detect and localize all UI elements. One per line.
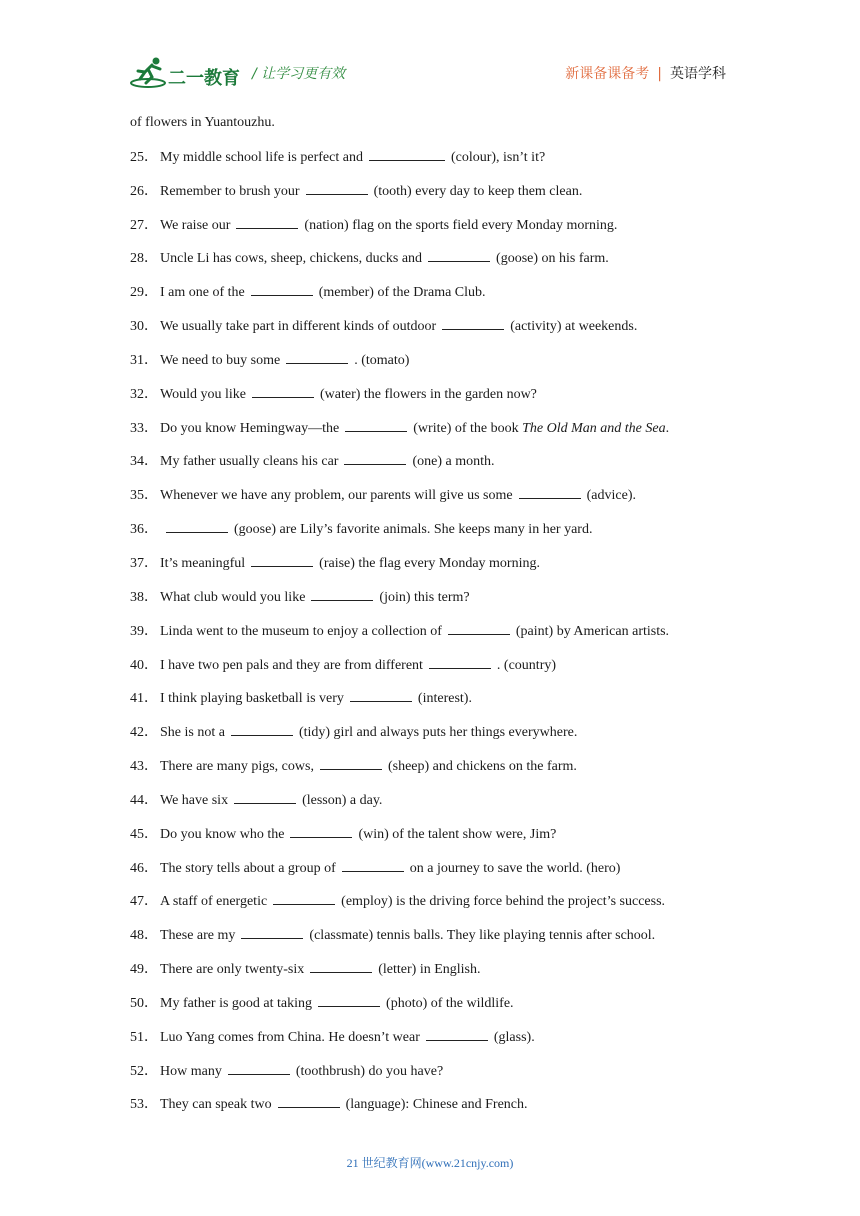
- exercise-line: [130, 790, 740, 824]
- answer-blank[interactable]: [236, 215, 298, 229]
- exercise-line: [130, 451, 740, 485]
- question-text: She is not a: [160, 725, 225, 741]
- question-hint: (photo) of the wildlife.: [386, 995, 514, 1011]
- question-number: 46．: [130, 860, 158, 876]
- exercise-line: [130, 858, 740, 892]
- answer-blank[interactable]: [448, 621, 510, 635]
- question-number: 37．: [130, 555, 158, 571]
- question-hint: (advice).: [586, 488, 636, 504]
- question-text: I have two pen pals and they are from different: [160, 657, 423, 673]
- question-hint: (letter) in English.: [378, 962, 481, 978]
- question-hint: (paint) by American artists.: [515, 623, 670, 639]
- question-number: 52．: [130, 1063, 158, 1079]
- question-number: 51．: [130, 1029, 158, 1045]
- header-subject: 英语学科: [670, 66, 726, 82]
- question-hint: (member) of the Drama Club.: [318, 285, 486, 301]
- question-text: What club would you like: [160, 589, 306, 605]
- answer-blank[interactable]: [273, 891, 335, 905]
- answer-blank[interactable]: [228, 1061, 290, 1075]
- exercise-line: [130, 993, 740, 1027]
- answer-blank[interactable]: [252, 384, 314, 398]
- question-text: They can speak two: [160, 1097, 272, 1113]
- question-hint: (goose) are Lily’s favorite animals. She keeps many in her yard.: [234, 522, 593, 538]
- answer-blank[interactable]: [311, 587, 373, 601]
- page-footer: 21 世纪教育网(www.21cnjy.com): [346, 1156, 514, 1170]
- question-hint: (activity) at weekends.: [510, 319, 638, 335]
- answer-blank[interactable]: [442, 316, 504, 330]
- question-text: Luo Yang comes from China. He doesn’t wear: [160, 1029, 420, 1045]
- answer-blank[interactable]: [290, 824, 352, 838]
- answer-blank[interactable]: [306, 181, 368, 195]
- question-text: Linda went to the museum to enjoy a collection of: [160, 623, 442, 639]
- question-hint: (water) the flowers in the garden now?: [319, 386, 537, 402]
- question-number: 50．: [130, 995, 158, 1011]
- question-text: My middle school life is perfect and: [160, 149, 363, 165]
- question-text: How many: [160, 1063, 222, 1079]
- exercise-line: [130, 384, 740, 418]
- exercise-line: [130, 282, 740, 316]
- question-hint: (raise) the flag every Monday morning.: [319, 555, 540, 571]
- question-number: 42．: [130, 725, 158, 741]
- question-hint: (employ) is the driving force behind the project’s success.: [341, 894, 666, 910]
- page-header: [130, 55, 730, 95]
- question-hint: (toothbrush) do you have?: [295, 1063, 444, 1079]
- exercise-line: [130, 621, 740, 655]
- exercise-list: [130, 113, 740, 1128]
- question-number: 38．: [130, 589, 158, 605]
- question-number: 40．: [130, 657, 158, 673]
- question-hint: (colour), isn’t it?: [450, 149, 546, 165]
- logo: [130, 55, 242, 91]
- question-number: 39．: [130, 623, 158, 639]
- question-number: 36．: [130, 522, 158, 538]
- book-title: The Old Man and the Sea: [522, 420, 666, 436]
- question-hint: (goose) on his farm.: [496, 251, 609, 267]
- question-number: 45．: [130, 826, 158, 842]
- exercise-line: [130, 181, 740, 215]
- answer-blank[interactable]: [310, 959, 372, 973]
- question-hint: (win) of the talent show were, Jim?: [358, 826, 557, 842]
- answer-blank[interactable]: [318, 993, 380, 1007]
- question-number: 26．: [130, 183, 158, 199]
- answer-blank[interactable]: [231, 722, 293, 736]
- exercise-line: [130, 722, 740, 756]
- question-text: I am one of the: [160, 285, 245, 301]
- answer-blank[interactable]: [426, 1027, 488, 1041]
- exercise-line: [130, 418, 740, 452]
- question-text: A staff of energetic: [160, 894, 268, 910]
- question-hint: (write) of the book: [413, 420, 523, 436]
- question-text: The story tells about a group of: [160, 860, 336, 876]
- question-text: We need to buy some: [160, 352, 281, 368]
- answer-blank[interactable]: [428, 248, 490, 262]
- exercise-line: [130, 316, 740, 350]
- answer-blank[interactable]: [278, 1094, 340, 1108]
- header-separator: |: [657, 66, 662, 82]
- question-text: Uncle Li has cows, sheep, chickens, ducks and: [160, 251, 423, 267]
- exercise-line: [130, 350, 740, 384]
- answer-blank[interactable]: [344, 451, 406, 465]
- exercise-line: [130, 1027, 740, 1061]
- question-text: Whenever we have any problem, our parents will give us some: [160, 488, 513, 504]
- exercise-line: [130, 925, 740, 959]
- question-number: 49．: [130, 962, 158, 978]
- question-number: 53．: [130, 1097, 158, 1113]
- question-hint: (classmate) tennis balls. They like playing tennis after school.: [309, 928, 656, 944]
- question-number: 34．: [130, 454, 158, 470]
- exercise-line: [130, 587, 740, 621]
- question-text: We have six: [160, 792, 229, 808]
- answer-blank[interactable]: [429, 655, 491, 669]
- question-text: These are my: [160, 928, 236, 944]
- answer-blank[interactable]: [234, 790, 296, 804]
- exercise-line: [130, 688, 740, 722]
- question-number: 25．: [130, 149, 158, 165]
- question-number: 48．: [130, 928, 158, 944]
- question-hint: . (country): [496, 657, 557, 673]
- question-number: 47．: [130, 894, 158, 910]
- question-hint: (sheep) and chickens on the farm.: [387, 759, 577, 775]
- slogan: / 让学习更有效: [252, 66, 346, 82]
- question-number: 29．: [130, 285, 158, 301]
- question-hint: (nation) flag on the sports field every Monday morning.: [304, 217, 618, 233]
- exercise-line: [130, 248, 740, 282]
- exercise-line: [130, 891, 740, 925]
- question-number: 28．: [130, 251, 158, 267]
- exercise-line: [130, 215, 740, 249]
- question-hint: (join) this term?: [379, 589, 470, 605]
- exercise-line: [130, 553, 740, 587]
- exercise-line: [130, 485, 740, 519]
- question-number: 27．: [130, 217, 158, 233]
- question-number: 44．: [130, 792, 158, 808]
- question-text: Do you know Hemingway—the: [160, 420, 340, 436]
- question-text: We raise our: [160, 217, 231, 233]
- question-hint: on a journey to save the world. (hero): [409, 860, 621, 876]
- answer-blank[interactable]: [251, 282, 313, 296]
- answer-blank[interactable]: [286, 350, 348, 364]
- question-text: It’s meaningful: [160, 555, 246, 571]
- exercise-line: [130, 113, 740, 147]
- header-tagline: 新课备课备考: [565, 66, 650, 82]
- runner-logo-icon: [130, 55, 170, 89]
- question-text: My father is good at taking: [160, 995, 313, 1011]
- exercise-line: [130, 1061, 740, 1095]
- exercise-line: [130, 824, 740, 858]
- question-text: of flowers in Yuantouzhu.: [130, 115, 275, 130]
- answer-blank[interactable]: [251, 553, 313, 567]
- answer-blank[interactable]: [350, 688, 412, 702]
- answer-blank[interactable]: [519, 485, 581, 499]
- question-hint: (one) a month.: [412, 454, 495, 470]
- question-text: We usually take part in different kinds of outdoor: [160, 319, 437, 335]
- answer-blank[interactable]: [369, 147, 445, 161]
- exercise-line: [130, 655, 740, 689]
- question-text: I think playing basketball is very: [160, 691, 344, 707]
- question-text: Would you like: [160, 386, 246, 402]
- exercise-line: [130, 959, 740, 993]
- question-number: 31．: [130, 352, 158, 368]
- question-text: Do you know who the: [160, 826, 285, 842]
- question-hint: (tidy) girl and always puts her things everywhere.: [298, 725, 578, 741]
- question-text: There are many pigs, cows,: [160, 759, 314, 775]
- question-number: 32．: [130, 386, 158, 402]
- question-text: Remember to brush your: [160, 183, 300, 199]
- exercise-line: [130, 519, 740, 553]
- question-hint: (tooth) every day to keep them clean.: [373, 183, 583, 199]
- answer-blank[interactable]: [345, 418, 407, 432]
- answer-blank[interactable]: [241, 925, 303, 939]
- question-hint: (lesson) a day.: [302, 792, 383, 808]
- question-text: My father usually cleans his car: [160, 454, 339, 470]
- question-hint: (interest).: [417, 691, 472, 707]
- exercise-line: [130, 756, 740, 790]
- answer-blank[interactable]: [166, 519, 228, 533]
- logo-text: 二一教育: [168, 68, 240, 89]
- question-number: 30．: [130, 319, 158, 335]
- question-number: 41．: [130, 691, 158, 707]
- question-hint: . (tomato): [354, 352, 410, 368]
- answer-blank[interactable]: [342, 858, 404, 872]
- question-hint: (glass).: [493, 1029, 535, 1045]
- exercise-line: [130, 147, 740, 181]
- header-right: [565, 63, 726, 83]
- question-number: 33．: [130, 420, 158, 436]
- question-tail: .: [665, 420, 670, 436]
- question-hint: (language): Chinese and French.: [345, 1097, 528, 1113]
- answer-blank[interactable]: [320, 756, 382, 770]
- question-text: There are only twenty-six: [160, 962, 305, 978]
- question-number: 35．: [130, 488, 158, 504]
- question-number: 43．: [130, 759, 158, 775]
- exercise-line: [130, 1094, 740, 1128]
